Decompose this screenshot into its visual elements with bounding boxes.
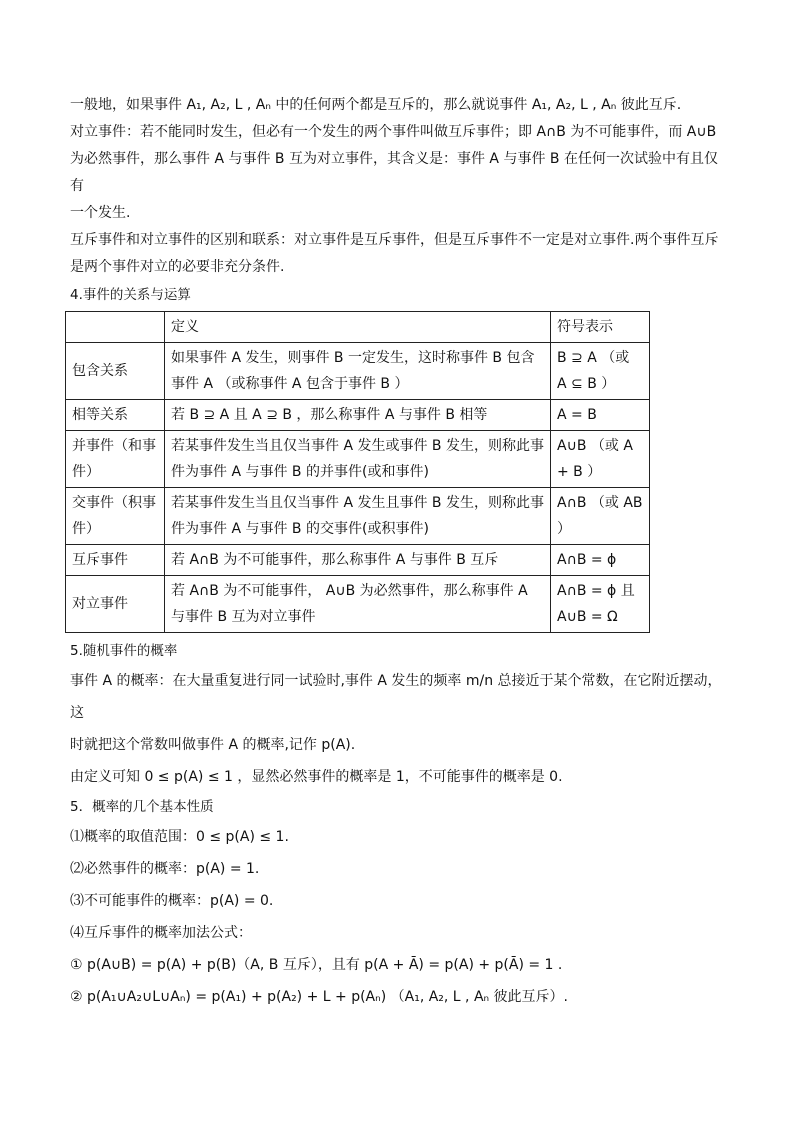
table-row — [66, 545, 650, 576]
table-cell-name: 相等关系 — [66, 400, 165, 431]
table-cell-name: 交事件（积事件） — [66, 488, 165, 545]
table-cell-name: 并事件（和事件） — [66, 431, 165, 488]
table-cell-definition: 若 A∩B 为不可能事件，那么称事件 A 与事件 B 互斥 — [165, 545, 551, 576]
probability-definition-line2: 时就把这个常数叫做事件 A 的概率,记作 p(A). — [70, 737, 356, 753]
property-1: ⑴概率的取值范围：0 ≤ p(A) ≤ 1. — [70, 829, 289, 845]
table-cell-definition: 若某事件发生当且仅当事件 A 发生或事件 B 发生，则称此事件为事件 A 与事件 B 的并事件(或和事件) — [165, 431, 551, 488]
table-row — [66, 400, 650, 431]
table-row — [66, 343, 650, 400]
addition-formula-2: ② p(A₁∪A₂∪L∪Aₙ) = p(A₁) + p(A₂) + L + p(Aₙ) （A₁, A₂, L , Aₙ 彼此互斥）. — [70, 989, 569, 1005]
section-4-title: 4.事件的关系与运算 — [70, 287, 191, 303]
table-cell-name: 对立事件 — [66, 576, 165, 633]
table-header-row — [66, 312, 650, 343]
property-3: ⑶不可能事件的概率：p(A) = 0. — [70, 893, 274, 909]
probability-definition-line1: 事件 A 的概率：在大量重复进行同一试验时,事件 A 发生的频率 m/n 总接近于某个常数，在它附近摆动，这 — [70, 673, 722, 721]
section-5-title: 5.随机事件的概率 — [70, 643, 178, 659]
table-header-cell — [66, 312, 165, 343]
table-cell-symbol: A = B — [551, 400, 650, 431]
paragraph-opposite-event-def-line1: 对立事件：若不能同时发生，但必有一个发生的两个事件叫做互斥事件；即 A∩B 为不可能事件，而 A∪B — [70, 124, 717, 140]
paragraph-mutually-exclusive-multiple: 一般地，如果事件 A₁, A₂, L , Aₙ 中的任何两个都是互斥的，那么就说事件 A₁, A₂, L , Aₙ 彼此互斥. — [70, 97, 682, 113]
table-cell-definition: 如果事件 A 发生，则事件 B 一定发生，这时称事件 B 包含事件 A （或称事件 A 包含于事件 B ） — [165, 343, 551, 400]
table-cell-name: 包含关系 — [66, 343, 165, 400]
table-row — [66, 576, 650, 633]
table-cell-definition: 若某事件发生当且仅当事件 A 发生且事件 B 发生，则称此事件为事件 A 与事件 B 的交事件(或积事件) — [165, 488, 551, 545]
table-cell-symbol: A∪B （或 A + B ） — [551, 431, 650, 488]
property-4: ⑷互斥事件的概率加法公式： — [70, 925, 252, 941]
paragraph-opposite-event-def-line3: 一个发生. — [70, 205, 131, 221]
table-cell-definition: 若 A∩B 为不可能事件， A∪B 为必然事件，那么称事件 A 与事件 B 互为对立事件 — [165, 576, 551, 633]
table-row — [66, 488, 650, 545]
section-5-properties-title: 5．概率的几个基本性质 — [70, 799, 214, 815]
table-cell-symbol: A∩B = ϕ — [551, 545, 650, 576]
table-cell-name: 互斥事件 — [66, 545, 165, 576]
paragraph-difference-line2: 是两个事件对立的必要非充分条件. — [70, 259, 285, 275]
paragraph-opposite-event-def-line2: 为必然事件，那么事件 A 与事件 B 互为对立事件，其含义是：事件 A 与事件 B 在任何一次试验中有且仅有 — [70, 151, 718, 194]
table-header-cell: 符号表示 — [551, 312, 650, 343]
table-header-cell: 定义 — [165, 312, 551, 343]
property-2: ⑵必然事件的概率：p(A) = 1. — [70, 861, 260, 877]
table-cell-symbol: A∩B = ϕ 且 A∪B = Ω — [551, 576, 650, 633]
event-relations-table — [65, 311, 650, 633]
probability-range-text: 由定义可知 0 ≤ p(A) ≤ 1 ，显然必然事件的概率是 1，不可能事件的概率是 0. — [70, 769, 563, 785]
addition-formula-1: ① p(A∪B) = p(A) + p(B)（A, B 互斥），且有 p(A + Ā) = p(A) + p(Ā) = 1 . — [70, 957, 563, 973]
table-cell-symbol: A∩B （或 AB ） — [551, 488, 650, 545]
document-page — [70, 92, 726, 1013]
paragraph-difference-line1: 互斥事件和对立事件的区别和联系：对立事件是互斥事件，但是互斥事件不一定是对立事件.两个事件互斥 — [70, 232, 719, 248]
table-cell-symbol: B ⊇ A （或 A ⊆ B ） — [551, 343, 650, 400]
table-row — [66, 431, 650, 488]
table-cell-definition: 若 B ⊇ A 且 A ⊇ B ，那么称事件 A 与事件 B 相等 — [165, 400, 551, 431]
